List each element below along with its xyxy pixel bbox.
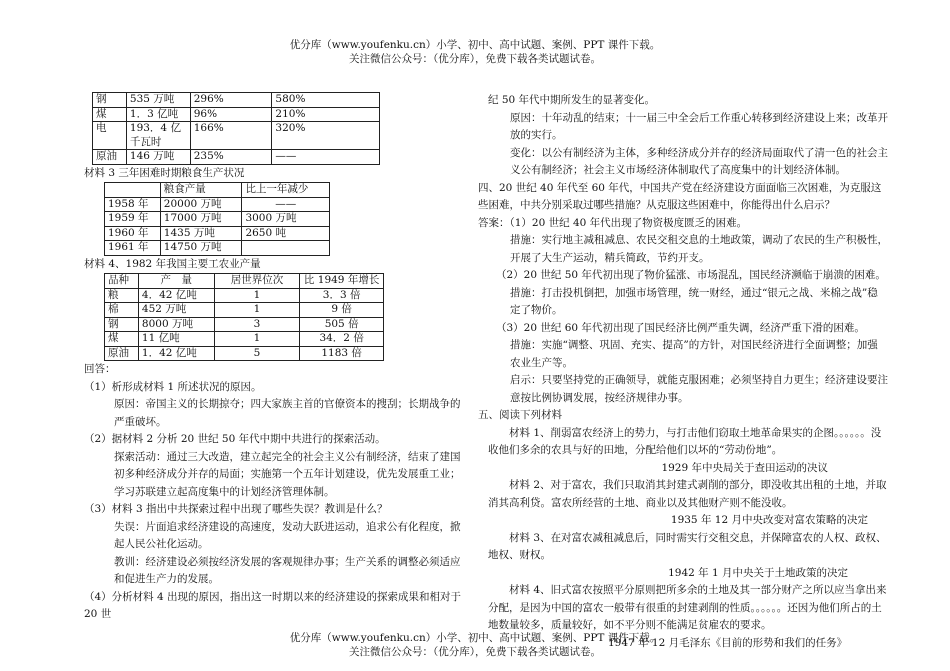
table-cell: 1．3 亿吨 [126, 107, 190, 122]
footer-line-1: 优分库（www.youfenku.cn）小学、初中、高中试题、案例、PPT 课件下载。 [289, 632, 661, 644]
table-header: 品种 [105, 274, 139, 289]
table-cell: 电 [93, 122, 127, 150]
question-4: （4）分析材料 4 出现的原因，指出这一时期以来的经济建设的探索成果和相对于 20 世 [84, 590, 462, 620]
table-cell: 1958 年 [105, 197, 161, 212]
header-line-1: 优分库（www.youfenku.cn）小学、初中、高中试题、案例、PPT 课件下载。 [289, 39, 661, 51]
table-cell: —— [272, 150, 380, 165]
page-footer [0, 631, 950, 659]
question-2: （2）据材料 2 分析 20 世纪 50 年代中期中共进行的探索活动。 [84, 433, 386, 445]
production-table-1982 [104, 273, 384, 361]
table-cell: 钢 [105, 317, 139, 332]
inspiration: 启示：只要坚持党的正确领导，就能克服困难；必须坚持自力更生；经济建设要注意按比例协调发展，按经济规律办事。 [510, 374, 888, 404]
material-5-3: 材料 3、在对富农减租减息后，同时需实行交租交息，并保障富农的人权、政权、地权、财权。 [488, 531, 887, 561]
table-cell: 34．2 倍 [300, 332, 384, 347]
table-row [105, 303, 384, 318]
table-cell: 1．42 亿吨 [138, 346, 214, 361]
answer-3a: 失误：片面追求经济建设的高速度，发动大跃进运动，追求公有化程度，掀起人民公社化运动。 [114, 520, 461, 550]
question-3: （3）材料 3 指出中共探索过程中出现了哪些失误？教训是什么？ [84, 503, 388, 515]
section-4-answer-3: （3）20 世纪 60 年代初出现了国民经济比例严重失调，经济严重下滑的困难。 [496, 321, 865, 334]
material-3-title: 材料 3 三年困难时期粮食生产状况 [84, 166, 245, 179]
grain-table [104, 182, 330, 256]
table-row [105, 317, 384, 332]
table-row [93, 150, 380, 165]
table-cell: 1183 倍 [300, 346, 384, 361]
table-cell: 9 倍 [300, 303, 384, 318]
table-cell: 3．3 倍 [300, 288, 384, 303]
table-cell: —— [242, 197, 330, 212]
table-cell: 1959 年 [105, 212, 161, 227]
table-row [105, 197, 330, 212]
material-5-1: 材料 1、削弱富农经济上的势力，与打击他们窃取土地革命果实的企图。。。。。。没收他们多余的农具与好的田地，分配给他们以坏的“劳动份地”。 [488, 426, 882, 456]
measure-3: 措施：实施“调整、巩固、充实、提高”的方针，对国民经济进行全面调整；加强农业生产等。 [510, 339, 878, 369]
source-5-4: 1947 年 12 月毛泽东《目前的形势和我们的任务》 [608, 636, 848, 649]
table-cell: 146 万吨 [126, 150, 190, 165]
table-row [105, 226, 330, 241]
table-row [93, 107, 380, 122]
table-row [93, 93, 380, 108]
table-cell: 11 亿吨 [138, 332, 214, 347]
table-row [105, 332, 384, 347]
question-4-cont: 纪 50 年代中期所发生的显著变化。 [488, 94, 656, 106]
table-cell: 煤 [105, 332, 139, 347]
table-row [105, 212, 330, 227]
answer-4-reason: 原因：十年动乱的结束；十一届三中全会后工作重心转移到经济建设上来；改革开放的实行。 [510, 111, 888, 141]
answer-3b: 教训：经济建设必须按经济发展的客观规律办事；生产关系的调整必须适应和促进生产力的发展。 [114, 555, 461, 585]
section-5-title: 五、阅读下列材料 [478, 409, 562, 421]
answer-4-change: 变化：以公有制经济为主体，多种经济成分并存的经济局面取代了清一色的社会主义公有制经济；社会主义市场经济体制取代了高度集中的计划经济体制。 [510, 146, 888, 176]
answer-label: 回答： [84, 363, 116, 375]
table-cell: 166% [190, 122, 272, 150]
table-cell: 14750 万吨 [160, 241, 242, 256]
source-5-3: 1942 年 1 月中央关于土地政策的决定 [668, 566, 848, 579]
production-table-1 [92, 92, 380, 165]
table-cell: 煤 [93, 107, 127, 122]
table-cell: 3 [214, 317, 300, 332]
table-header: 比 1949 年增长 [300, 274, 384, 289]
table-row [105, 288, 384, 303]
table-row [105, 241, 330, 256]
page-header [0, 38, 950, 66]
table-header: 粮食产量 [160, 183, 242, 198]
table-cell: 210% [272, 107, 380, 122]
table-cell: 235% [190, 150, 272, 165]
table-header [105, 183, 161, 198]
table-cell: 5 [214, 346, 300, 361]
table-cell: 粮 [105, 288, 139, 303]
footer-line-2: 关注微信公众号：（优分库），免费下载各类试题试卷。 [349, 646, 601, 658]
material-4-title: 材料 4、1982 年我国主要工农业产量 [84, 257, 261, 270]
header-line-2: 关注微信公众号：（优分库），免费下载各类试题试卷。 [349, 53, 601, 65]
table-cell: 8000 万吨 [138, 317, 214, 332]
section-4-question: 四、20 世纪 40 年代至 60 年代，中国共产党在经济建设方面面临三次困难，为克服这些困难，中共分别采取过哪些措施？从克服这些困难中，你能得出什么启示？ [478, 181, 882, 211]
table-cell: 96% [190, 107, 272, 122]
table-cell: 1 [214, 303, 300, 318]
right-column [478, 92, 888, 652]
table-header-row [105, 183, 330, 198]
source-5-2: 1935 年 12 月中央改变对富农策略的决定 [670, 514, 868, 526]
table-cell: 320% [272, 122, 380, 150]
measure-2: 措施：打击投机倒把，加强市场管理，统一财经，通过“银元之战、米棉之战”稳定了物价。 [510, 286, 878, 316]
table-cell: 1 [214, 332, 300, 347]
table-cell: 4．42 亿吨 [138, 288, 214, 303]
table-cell: 505 倍 [300, 317, 384, 332]
table-cell: 452 万吨 [138, 303, 214, 318]
table-cell: 1961 年 [105, 241, 161, 256]
table-header: 居世界位次 [214, 274, 300, 289]
table-cell: 17000 万吨 [160, 212, 242, 227]
table-cell [242, 241, 330, 256]
source-5-1: 1929 年中央局关于查田运动的决议 [661, 461, 828, 474]
table-cell: 钢 [93, 93, 127, 108]
answer-2: 探索活动：通过三大改造，建立起完全的社会主义公有制经济，结束了建国初多种经济成分并存的局面；实施第一个五年计划建设，优先发展重工业；学习苏联建立起高度集中的计划经济管理体制。 [114, 450, 461, 498]
measure-1: 措施：实行地主减租减息、农民交租交息的土地政策，调动了农民的生产积极性，开展了大生产运动，精兵简政，节约开支。 [510, 234, 888, 264]
material-5-2: 材料 2、对于富农，我们只取消其封建式剥削的部分，即没收其出租的土地，并取消其高利贷。富农所经营的土地、商业以及其他财产则不能没收。 [488, 479, 887, 509]
section-4-answer-1: 答案：（1）20 世纪 40 年代出现了物资极度匮乏的困难。 [478, 216, 748, 229]
table-cell: 1960 年 [105, 226, 161, 241]
table-row [93, 122, 380, 150]
table-cell: 3000 万吨 [242, 212, 330, 227]
table-header-row [105, 274, 384, 289]
table-cell: 1 [214, 288, 300, 303]
table-cell: 296% [190, 93, 272, 108]
table-header: 产 量 [138, 274, 214, 289]
question-1: （1）析形成材料 1 所述状况的原因。 [84, 380, 262, 393]
answer-1: 原因：帝国主义的长期掠夺；四大家族主首的官僚资本的搜刮；长期战争的严重破坏。 [114, 398, 461, 428]
table-cell: 20000 万吨 [160, 197, 242, 212]
material-5-4: 材料 4、旧式富农按照平分原则把所多余的土地及其一部分财产之所以应当拿出来分配，是因为中国的富农一般带有很重的封建剥削的性质。。。。。。还因为他们所占的土地数量较多，质量较好，如不平分则不能满足贫雇农的要求。 [488, 584, 887, 631]
left-column [84, 92, 462, 624]
table-cell: 2650 吨 [242, 226, 330, 241]
table-cell: 棉 [105, 303, 139, 318]
table-row [105, 346, 384, 361]
table-cell: 1435 万吨 [160, 226, 242, 241]
table-cell: 580% [272, 93, 380, 108]
table-cell: 原油 [93, 150, 127, 165]
table-cell: 193．4 亿千瓦时 [126, 122, 190, 150]
table-cell: 原油 [105, 346, 139, 361]
table-header: 比上一年减少 [242, 183, 330, 198]
table-cell: 535 万吨 [126, 93, 190, 108]
section-4-answer-2: （2）20 世纪 50 年代初出现了物价猛涨、市场混乱，国民经济濒临于崩溃的困难。 [496, 269, 886, 281]
